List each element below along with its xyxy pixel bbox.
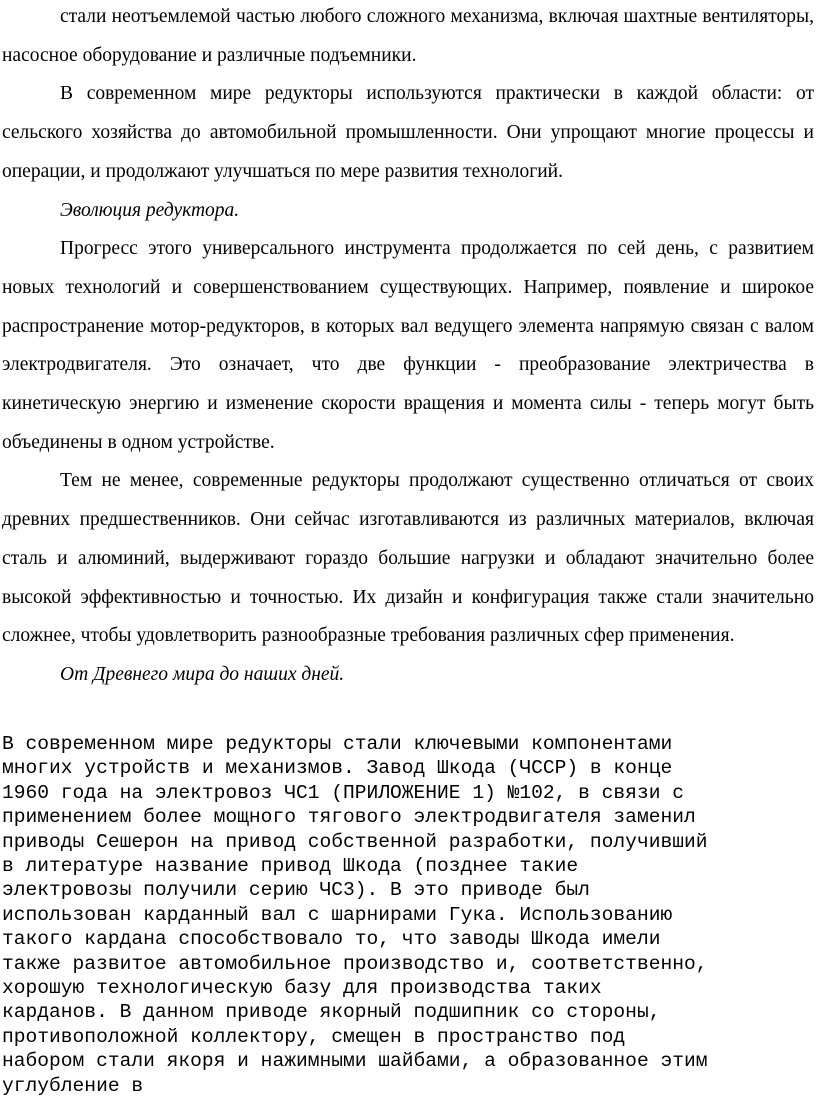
paragraph-modern-differences: Тем не менее, современные редукторы продолжают существенно отличаться от своих древних предшественников. Они сейчас изготавливаются из различных материалов, включая сталь и алюминий, выдерживают гораздо большие нагрузки и обладают значительно более высокой эффективностью и точностью. Их дизайн и конфигурация также стали значительно сложнее, чтобы удовлетворить разнообразные требования различных сфер применения. [2, 470, 814, 647]
paragraph-progress: Прогресс этого универсального инструмента продолжается по сей день, с развитием новых технологий и совершенствованием существующих. Например, появление и широкое распространение мотор-редукторов, в которых вал ведущего элемента напрямую связан с валом электродвигателя. Это означает, что две функции - преобразование электричества в кинетическую энергию и изменение скорости вращения и момента силы - теперь могут быть объединены в одном устройстве. [2, 238, 814, 453]
paragraph-modern-reducers: В современном мире редукторы используются практически в каждой области: от сельского хозяйства до автомобильной промышленности. Они упрощают многие процессы и операции, и продолжают улучшаться по мере развития технологий. [2, 83, 814, 182]
heading-ancient: От Древнего мира до наших дней. [60, 663, 345, 685]
monospace-text-block: В современном мире редукторы стали ключевыми компонентами многих устройств и механизмов. Завод Шкода (ЧССР) в конце 1960 года на электровоз ЧС1 (ПРИЛОЖЕНИЕ 1) №102, в связи с применением более мощного тягового электродвигателя заменил приводы Сешерон на привод собственной разработки, получивший в литературе название привод Шкода (позднее такие электровозы получили серию ЧС3). В это приводе был использован карданный вал с шарнирами Гука. Использованию такого кардана способствовало то, что заводы Шкода имели также развитое автомобильное производство и, соответственно, хорошую технологическую базу для производства таких карданов. В данном приводе якорный подшипник со стороны, противоположной коллектору, смещен в пространство под набором стали якоря и нажимными шайбами, а образованное этим углубление в [2, 733, 708, 1097]
heading-evolution: Эволюция редуктора. [60, 199, 240, 221]
paragraph-continuation: стали неотъемлемой частью любого сложного механизма, включая шахтные вентиляторы, насосное оборудование и различные подъемники. [2, 6, 814, 66]
